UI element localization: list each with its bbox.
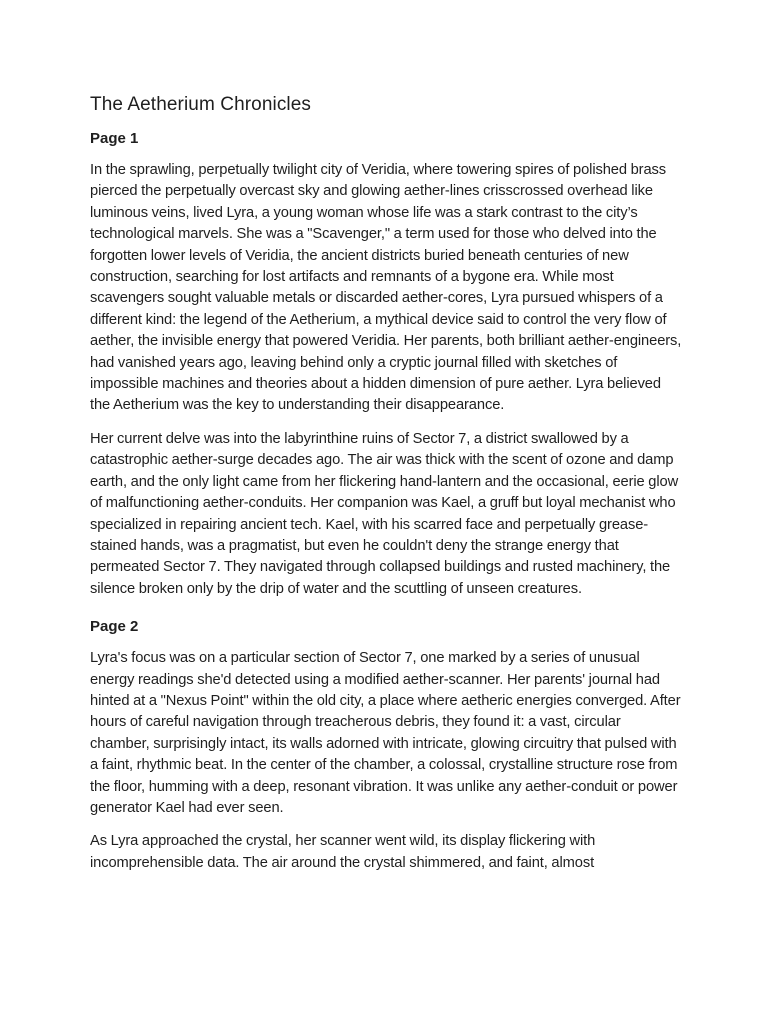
section-heading-page-2: Page 2: [90, 618, 139, 636]
paragraph-page2-2: As Lyra approached the crystal, her scanner went wild, its display flickering with incomprehensible data. The air around the crystal shimmered, and faint, almost: [90, 833, 596, 871]
document-body: [90, 92, 682, 886]
paragraph-page1-2: Her current delve was into the labyrinthine ruins of Sector 7, a district swallowed by a catastrophic aether-surge decades ago. The air was thick with the scent of ozone and damp earth, and the only light came from her flickering hand-lantern and the occasional, eerie glow of malfunctioning aether-conduits. Her companion was Kael, a gruff but loyal mechanist who specialized in repairing ancient tech. Kael, with his scarred face and perpetually grease-stained hands, was a pragmatist, but even he couldn't deny the strange energy that permeated Sector 7. They navigated through collapsed buildings and rusted machinery, the silence broken only by the drip of water and the scuttling of unseen creatures.: [90, 430, 679, 597]
paragraph-page2-1: Lyra's focus was on a particular section of Sector 7, one marked by a series of unusual energy readings she'd detected using a modified aether-scanner. Her parents' journal had hinted at a "Nexus Point" within the old city, a place where aetheric energies converged. After hours of careful navigation through treacherous debris, they found it: a vast, circular chamber, surprisingly intact, its walls adorned with intricate, glowing circuitry that pulsed with a faint, rhythmic beat. In the center of the chamber, a colossal, crystalline structure rose from the floor, humming with a deep, resonant vibration. It was unlike any aether-conduit or power generator Kael had ever seen.: [90, 650, 681, 816]
section-heading-page-1: Page 1: [90, 130, 139, 147]
document-title: The Aetherium Chronicles: [90, 94, 312, 115]
paragraph-page1-1: In the sprawling, perpetually twilight city of Veridia, where towering spires of polished brass pierced the perpetually overcast sky and glowing aether-lines crisscrossed overhead like luminous veins, lived Lyra, a young woman whose life was a stark contrast to the city’s technological marvels. She was a "Scavenger," a term used for those who delved into the forgotten lower levels of Veridia, the ancient districts buried beneath centuries of new construction, searching for lost artifacts and remnants of a bygone era. While most scavengers sought valuable metals or discarded aether-cores, Lyra pursued whispers of a different kind: the legend of the Aetherium, a mythical device said to control the very flow of aether, the invisible energy that powered Veridia. Her parents, both brilliant aether-engineers, had vanished years ago, leaving behind only a cryptic journal filled with sketches of impossible machines and theories about a hidden dimension of pure aether. Lyra believed the Aetherium was the key to understanding their disappearance.: [90, 162, 682, 414]
